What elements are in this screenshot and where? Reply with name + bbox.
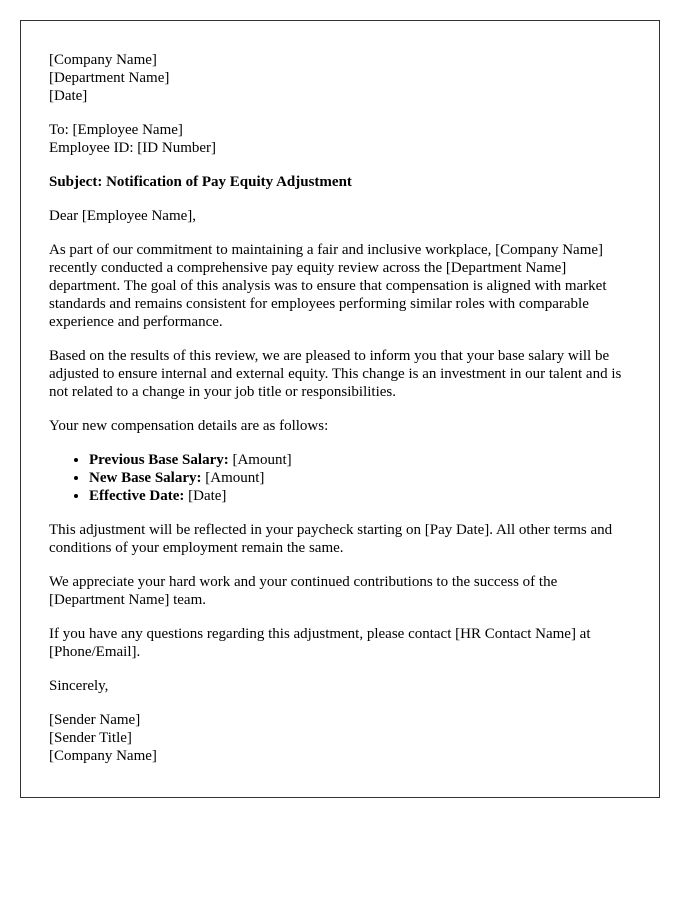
department-name: [Department Name] [49,70,170,86]
employee-id: Employee ID: [ID Number] [49,140,217,156]
company-name: [Company Name] [49,52,157,68]
list-item [89,451,631,469]
letter-date: [Date] [49,88,88,104]
salutation: Dear [Employee Name], [49,208,197,224]
compensation-details-list [49,451,631,505]
detail-label: Previous Base Salary: [89,452,229,468]
detail-label: New Base Salary: [89,470,202,486]
detail-value: [Amount] [201,470,265,486]
recipient-block [49,121,631,157]
recipient-name: To: [Employee Name] [49,122,183,138]
paragraph-contact: If you have any questions regarding this adjustment, please contact [HR Contact Name] at [Phone/Email]. [49,626,591,660]
sender-name: [Sender Name] [49,712,141,728]
paragraph-results: Based on the results of this review, we are pleased to inform you that your base salary will be adjusted to ensure internal and external equity. This change is an investment in our talent and is not related to a change in your job title or responsibilities. [49,348,622,400]
signature-block [49,711,631,765]
detail-value: [Amount] [228,452,292,468]
detail-value: [Date] [184,488,227,504]
subject-line: Subject: Notification of Pay Equity Adjustment [49,174,352,190]
paragraph-details-intro: Your new compensation details are as follows: [49,418,329,434]
letter-header [49,51,631,105]
letter-page [20,20,660,798]
list-item [89,469,631,487]
sender-title: [Sender Title] [49,730,132,746]
paragraph-appreciation: We appreciate your hard work and your continued contributions to the success of the [Department Name] team. [49,574,558,608]
closing: Sincerely, [49,678,109,694]
sender-company: [Company Name] [49,748,157,764]
paragraph-paycheck: This adjustment will be reflected in your paycheck starting on [Pay Date]. All other terms and conditions of your employment remain the same. [49,522,613,556]
detail-label: Effective Date: [89,488,185,504]
list-item [89,487,631,505]
paragraph-intro: As part of our commitment to maintaining a fair and inclusive workplace, [Company Name] recently conducted a comprehensive pay equity review across the [Department Name] department. The goal of this analysis was to ensure that compensation is aligned with market standards and remains consistent for employees performing similar roles with comparable experience and performance. [49,242,607,330]
